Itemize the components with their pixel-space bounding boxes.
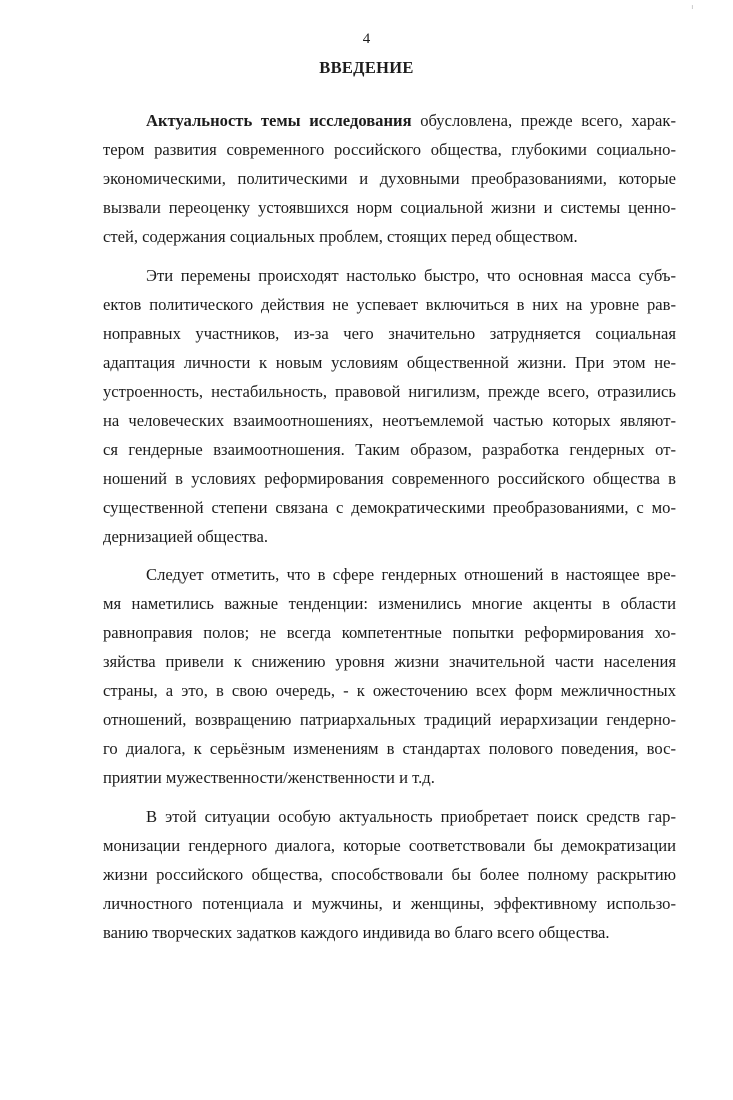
paragraph-line: ноправных участников, из-за чего значительно затрудняется социальная xyxy=(103,323,676,343)
paragraph-line: Следует отметить, что в сфере гендерных отношений в настоящее вре- xyxy=(146,565,676,584)
paragraph-line: ванию творческих задатков каждого индивида во благо всего общества. xyxy=(103,922,610,942)
paragraph-line: адаптация личности к новым условиям общественной жизни. При этом не- xyxy=(103,352,676,372)
paragraph-line: Эти перемены происходят настолько быстро, что основная масса субъ- xyxy=(146,265,676,285)
paragraph-1 xyxy=(103,106,676,251)
bold-lead-phrase: Актуальность темы исследования xyxy=(146,111,412,130)
paragraph-line: го диалога, к серьёзным изменениям в стандартах полового поведения, вос- xyxy=(103,739,676,758)
paragraph-line: приятии мужественности/женственности и т.д. xyxy=(103,768,435,787)
paragraph-line: В этой ситуации особую актуальность приобретает поиск средств гар- xyxy=(146,806,676,826)
paragraph-3 xyxy=(103,560,676,792)
paragraph-line: монизации гендерного диалога, которые соответствовали бы демократизации xyxy=(103,835,676,855)
paragraph-line: отношений, возвращению патриархальных традиций иерархизации гендерно- xyxy=(103,710,676,729)
paragraph-line: ектов политического действия не успевает включиться в них на уровне рав- xyxy=(103,294,676,314)
paragraph-line: на человеческих взаимоотношениях, неотъемлемой частью которых являют- xyxy=(103,410,676,430)
body-text xyxy=(103,106,676,956)
paragraph-line: существенной степени связана с демократическими преобразованиями, с мо- xyxy=(103,497,676,517)
page-number: 4 xyxy=(362,31,371,47)
paragraph-line: тером развития современного российского общества, глубокими социально- xyxy=(103,140,676,159)
paragraph-line: мя наметились важные тенденции: изменились многие акценты в области xyxy=(103,594,676,613)
paragraph-line: экономическими, политическими и духовными преобразованиями, которые xyxy=(103,169,676,188)
paragraph-4 xyxy=(103,802,676,947)
paragraph-line: ношений в условиях реформирования современного российского общества в xyxy=(103,468,676,488)
paragraph-line: равноправия полов; не всегда компетентные попытки реформирования хо- xyxy=(103,623,676,642)
paragraph-line: Актуальность темы исследования обусловлена, прежде всего, харак- xyxy=(146,111,676,130)
section-title: ВВЕДЕНИЕ xyxy=(319,58,414,77)
paragraph-2 xyxy=(103,261,676,551)
paragraph-line: зяйства привели к снижению уровня жизни значительной части населения xyxy=(103,652,676,671)
paragraph-line: дернизацией общества. xyxy=(103,526,268,546)
paragraph-line: ся гендерные взаимоотношения. Таким образом, разработка гендерных от- xyxy=(103,439,676,459)
paragraph-line: личностного потенциала и мужчины, и женщины, эффективному использо- xyxy=(103,893,676,913)
paragraph-line: вызвали переоценку устоявшихся норм социальной жизни и системы ценно- xyxy=(103,198,676,217)
scan-artifact: · · xyxy=(691,2,696,13)
paragraph-line: страны, а это, в свою очередь, - к ожесточению всех форм межличностных xyxy=(103,681,676,700)
paragraph-line: жизни российского общества, способствовали бы более полному раскрытию xyxy=(103,864,676,884)
paragraph-line: устроенность, нестабильность, правовой нигилизм, прежде всего, отразились xyxy=(103,381,676,401)
paragraph-line: стей, содержания социальных проблем, стоящих перед обществом. xyxy=(103,227,578,246)
